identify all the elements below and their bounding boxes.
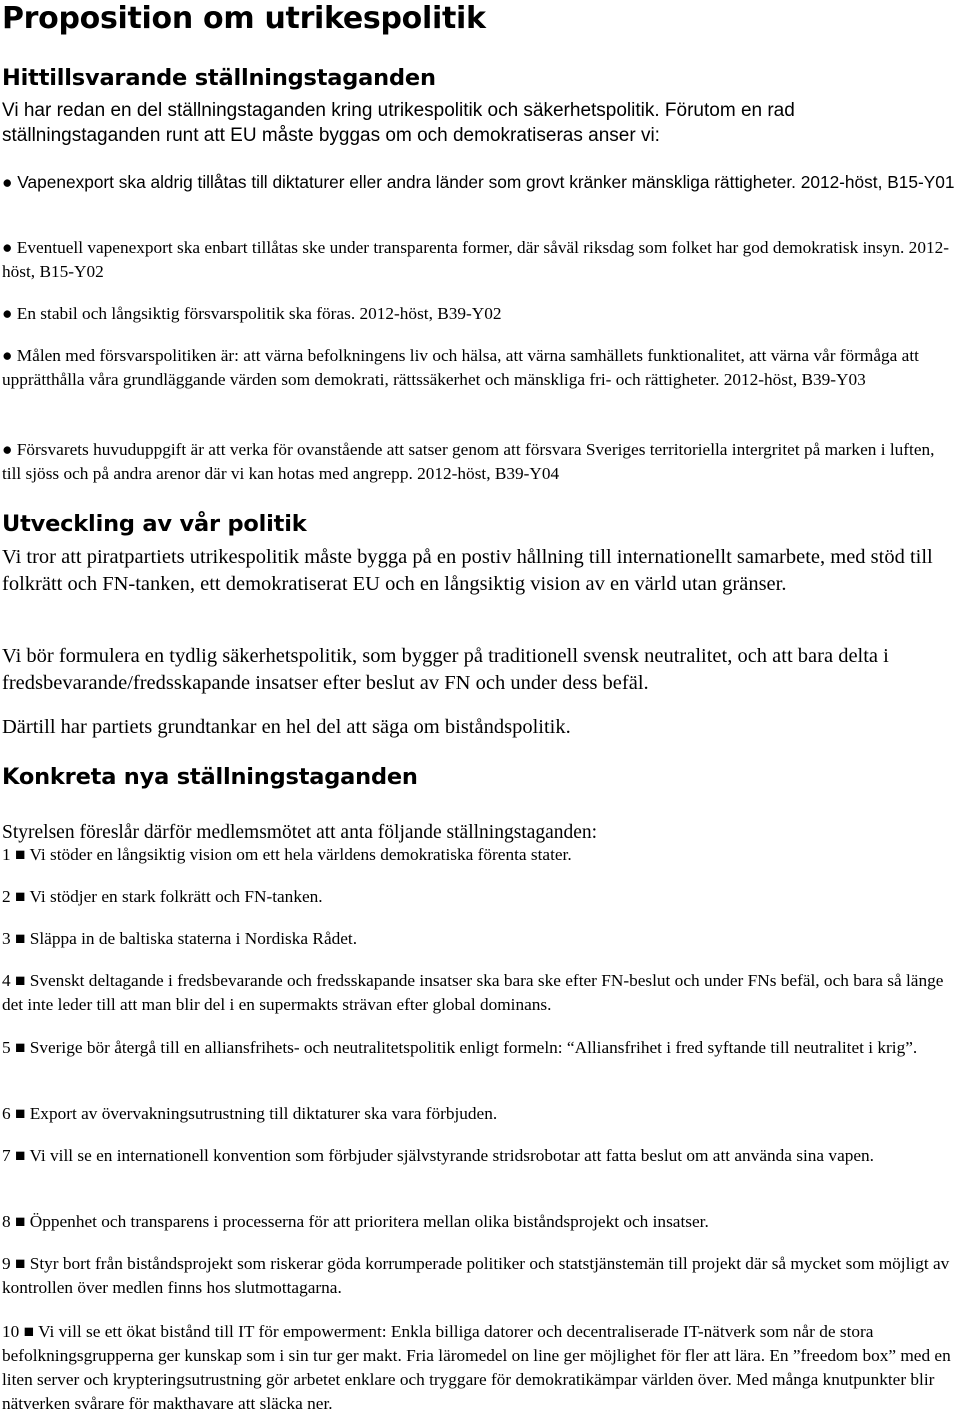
item-text: Vi stödjer en stark folkrätt och FN-tanken. [29, 887, 323, 906]
square-bullet-icon: ■ [23, 1322, 35, 1341]
numbered-item [2, 885, 956, 909]
heading-current-positions: Hittillsvarande ställningstaganden [2, 65, 436, 91]
item-text: Vi stöder en långsiktig vision om ett hela världens demokratiska förenta stater. [29, 845, 572, 864]
numbered-item [2, 1144, 956, 1168]
bullet-text: Försvarets huvuduppgift är att verka för ovanstående att satser genom att försvara Sveriges territoriella intergritet på marken i luften, till sjöss och på andra arenor där vi kan hotas med angrepp. 2012-höst, B39-Y04 [2, 440, 935, 483]
bullet-icon: ● [2, 172, 13, 192]
square-bullet-icon: ■ [14, 1104, 26, 1123]
bullet-text: Vapenexport ska aldrig tillåtas till diktaturer eller andra länder som grovt kränker mänskliga rättigheter. 2012-höst, B15-Y01 [17, 172, 955, 192]
development-paragraph: Vi tror att piratpartiets utrikespolitik måste bygga på en postiv hållning till internationellt samarbete, med stöd till folkrätt och FN-tanken, ett demokratiserat EU och en långsiktig vision av en värld utan gränser. [2, 546, 933, 595]
item-number: 1 [2, 845, 11, 864]
item-text: Styr bort från biståndsprojekt som riskerar göda korrumperade politiker och statstjänstemän till projekt där så mycket som möjligt av kontrollen över medlen finns hos slutmottagarna. [2, 1254, 950, 1297]
item-text: Vi vill se en internationell konvention som förbjuder självstyrande stridsrobotar att fatta beslut om att använda sina vapen. [29, 1146, 875, 1165]
heading-new-positions: Konkreta nya ställningstaganden [2, 764, 418, 790]
item-number: 5 [2, 1038, 11, 1057]
numbered-item [2, 927, 956, 951]
square-bullet-icon: ■ [14, 929, 26, 948]
item-number: 6 [2, 1104, 11, 1123]
bullet-icon: ● [2, 440, 13, 459]
item-number: 7 [2, 1146, 11, 1165]
numbered-item [2, 1102, 956, 1126]
numbered-item [2, 1252, 956, 1300]
development-paragraph: Vi bör formulera en tydlig säkerhetspolitik, som bygger på traditionell svensk neutralitet, och att bara delta i fredsbevarande/fredsskapande insatser efter beslut av FN och under dess befäl. [2, 645, 889, 694]
page-title: Proposition om utrikespolitik [2, 1, 486, 36]
item-number: 4 [2, 971, 11, 990]
item-number: 8 [2, 1212, 11, 1231]
development-paragraph: Därtill har partiets grundtankar en hel del att säga om biståndspolitik. [2, 716, 571, 738]
numbered-item [2, 1320, 956, 1416]
bullet-item [2, 344, 956, 392]
current-positions-intro: Vi har redan en del ställningstaganden kring utrikespolitik och säkerhetspolitik. Förutom en rad ställningstaganden runt att EU måste byggas om och demokratiseras anser vi: [2, 100, 795, 146]
numbered-item [2, 843, 956, 867]
square-bullet-icon: ■ [14, 887, 26, 906]
square-bullet-icon: ■ [14, 845, 26, 864]
new-positions-intro: Styrelsen föreslår därför medlemsmötet att anta följande ställningstaganden: [2, 821, 598, 843]
heading-development: Utveckling av vår politik [2, 511, 307, 537]
bullet-item [2, 302, 956, 326]
item-number: 2 [2, 887, 11, 906]
item-text: Svenskt deltagande i fredsbevarande och fredsskapande insatser ska bara ske efter FN-beslut och under FNs befäl, och bara så länge det inte leder till att man blir del i en supermakts strävan efter global dominans. [2, 971, 944, 1014]
bullet-text: En stabil och långsiktig försvarspolitik ska föras. 2012-höst, B39-Y02 [16, 304, 502, 323]
item-text: Öppenhet och transparens i processerna för att prioritera mellan olika biståndsprojekt och insatser. [29, 1212, 709, 1231]
square-bullet-icon: ■ [14, 1038, 26, 1057]
item-text: Sverige bör återgå till en alliansfrihets- och neutralitetspolitik enligt formeln: “Alliansfrihet i fred syftande till neutralitet i krig”. [29, 1038, 918, 1057]
item-number: 9 [2, 1254, 11, 1273]
numbered-item [2, 1210, 956, 1234]
bullet-item [2, 236, 956, 284]
bullet-item [2, 438, 956, 486]
item-text: Släppa in de baltiska staterna i Nordiska Rådet. [29, 929, 358, 948]
bullet-text: Målen med försvarspolitiken är: att värna befolkningens liv och hälsa, att värna samhällets funktionalitet, att värna vår förmåga att upprätthålla våra grundläggande värden som demokrati, rättssäkerhet och mänskliga fri- och rättigheter. 2012-höst, B39-Y03 [2, 346, 919, 389]
bullet-item [2, 170, 956, 194]
bullet-icon: ● [2, 346, 13, 365]
item-text: Export av övervakningsutrustning till diktaturer ska vara förbjuden. [29, 1104, 498, 1123]
square-bullet-icon: ■ [14, 1254, 26, 1273]
item-text: Vi vill se ett ökat bistånd till IT för empowerment: Enkla billiga datorer och decentraliserade IT-nätverk som når de stora befolkningsgrupperna ger kunskap som i sin tur ger makt. Fria läromedel on line ger möjlighet för fler att lära. En ”freedom box” med en liten server och krypteringsutrustning gör arbetet enklare och tryggare för demokratikämpar världen över. Med många knutpunkter blir nätverken svårare för makthavare att släcka ner. [2, 1322, 951, 1413]
numbered-item [2, 969, 956, 1017]
bullet-text: Eventuell vapenexport ska enbart tillåtas ske under transparenta former, där såväl riksdag som folket har god demokratisk insyn. 2012-höst, B15-Y02 [2, 238, 949, 281]
item-number: 3 [2, 929, 11, 948]
square-bullet-icon: ■ [14, 1146, 26, 1165]
bullet-icon: ● [2, 304, 13, 323]
square-bullet-icon: ■ [14, 1212, 26, 1231]
square-bullet-icon: ■ [14, 971, 26, 990]
bullet-icon: ● [2, 238, 13, 257]
numbered-item [2, 1036, 956, 1060]
item-number: 10 [2, 1322, 20, 1341]
